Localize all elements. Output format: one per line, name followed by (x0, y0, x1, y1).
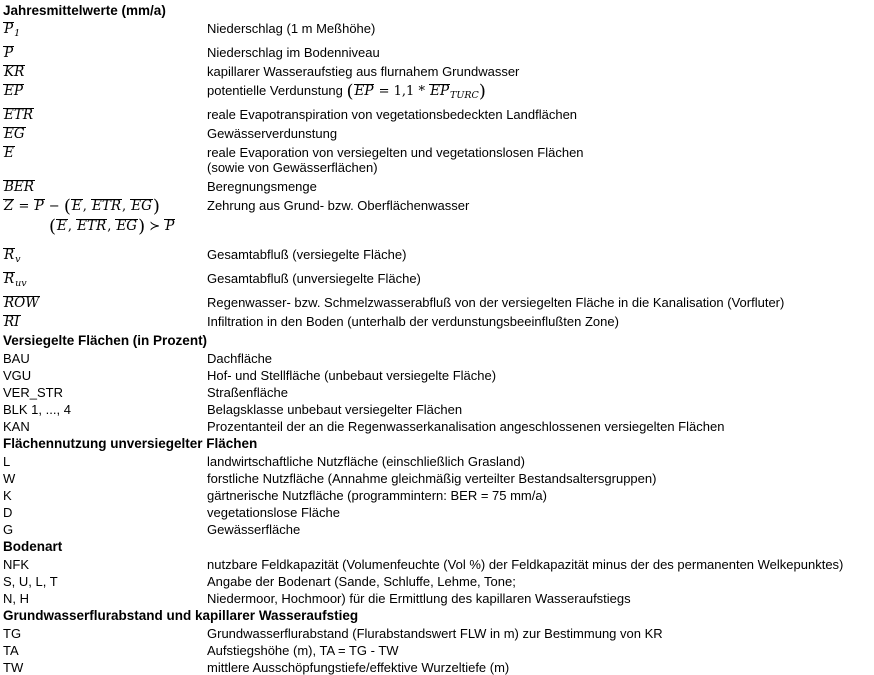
description-line (207, 368, 870, 383)
text-token: kapillarer Wasseraufstieg aus flurnahem Grundwasser (207, 64, 520, 79)
table-row (3, 574, 870, 589)
text-token: Regenwasser- bzw. Schmelzwasserabfluß von der versiegelten Fläche in die Kanalisation (Vorfluter) (207, 295, 785, 310)
table-row (3, 591, 870, 606)
table-row (3, 179, 870, 194)
description-line (207, 471, 870, 486)
text-token: VER_STR (3, 385, 63, 400)
table-row (3, 557, 870, 572)
text-token: Prozentanteil der an die Regenwasserkanalisation angeschlossenen versiegelten Flächen (207, 419, 725, 434)
text-token: forstliche Nutzfläche (Annahme gleichmäßig verteilter Bestandsaltersgruppen) (207, 471, 657, 486)
table-row (3, 471, 870, 486)
section (3, 539, 870, 606)
math-symbol: ETR (77, 218, 107, 234)
table-row (3, 385, 870, 400)
text-token: VGU (3, 368, 32, 383)
description-cell (207, 247, 870, 262)
math-symbol: P (165, 218, 175, 234)
description-cell (207, 295, 870, 310)
math-symbol: Z (4, 198, 14, 214)
table-row (3, 419, 870, 434)
description-line (207, 660, 870, 675)
text-token: 1 (14, 28, 21, 39)
math-symbol: KR (4, 64, 25, 80)
text-token: BAU (3, 351, 30, 366)
symbol-cell (3, 488, 207, 503)
description-line (207, 271, 870, 286)
glossary (3, 3, 870, 675)
description-cell (207, 351, 870, 366)
text-token: TW (3, 660, 24, 675)
text-token: NFK (3, 557, 29, 572)
description-line (207, 179, 870, 194)
text-token: nutzbare Feldkapazität (Volumenfeuchte (Vol %) der Feldkapazität minus der des permanenten Welkepunktes) (207, 557, 844, 572)
text-token: Aufstiegshöhe (m), TA = TG - TW (207, 643, 399, 658)
text-token: ( (49, 216, 57, 237)
description-line (207, 145, 870, 160)
symbol-cell (3, 385, 207, 400)
description-cell (207, 107, 870, 122)
description-line (207, 419, 870, 434)
description-line (207, 83, 870, 103)
symbol-cell (3, 145, 207, 160)
description-line (207, 402, 870, 417)
symbol-cell (3, 471, 207, 486)
text-token: mittlere Ausschöpfungstiefe/effektive Wurzeltiefe (m) (207, 660, 510, 675)
math-symbol: P (4, 21, 14, 37)
symbol-cell (3, 314, 207, 329)
text-token: G (3, 522, 14, 537)
description-line (207, 522, 870, 537)
table-row (3, 626, 870, 641)
text-token: , (122, 199, 131, 214)
description-line (207, 160, 870, 175)
symbol-cell (3, 271, 207, 291)
text-token: vegetationslose Fläche (207, 505, 340, 520)
math-symbol: EG (116, 218, 138, 234)
math-symbol: EP (4, 83, 23, 99)
text-token: KAN (3, 419, 30, 434)
table-row (3, 402, 870, 417)
description-cell (207, 591, 870, 606)
text-token: potentielle Verdunstung (207, 83, 347, 98)
table-row (3, 64, 870, 79)
symbol-cell (3, 643, 207, 658)
description-cell (207, 385, 870, 400)
description-cell (207, 21, 870, 36)
table-row (3, 314, 870, 329)
math-symbol: ETR (91, 198, 122, 214)
symbol-cell (3, 505, 207, 520)
text-token: Zehrung aus Grund- bzw. Oberflächenwasser (207, 198, 470, 213)
math-symbol: ETR (4, 107, 34, 123)
text-token: ) (478, 81, 486, 102)
description-cell (207, 557, 870, 572)
text-token: Belagsklasse unbebaut versiegelter Flächen (207, 402, 463, 417)
table-row (3, 505, 870, 520)
text-token: Gewässerfläche (207, 522, 301, 537)
math-symbol: E (4, 145, 14, 161)
symbol-cell (3, 660, 207, 675)
table-row (3, 522, 870, 537)
symbol-cell (3, 196, 207, 217)
description-line (207, 351, 870, 366)
math-symbol: P (4, 45, 14, 61)
description-cell (207, 505, 870, 520)
math-symbol: E (71, 198, 82, 214)
description-line (207, 643, 870, 658)
text-token: W (3, 471, 16, 486)
text-token: uv (15, 278, 27, 289)
symbol-cell (3, 522, 207, 537)
text-token: , (67, 219, 77, 234)
symbol-cell (3, 126, 207, 141)
description-cell (207, 145, 870, 175)
table-row (3, 145, 870, 175)
description-cell (207, 179, 870, 194)
table-row (3, 643, 870, 658)
text-token: Niedermoor, Hochmoor) für die Ermittlung des kapillaren Wasseraufstiegs (207, 591, 631, 606)
symbol-cell (3, 626, 207, 641)
section-heading: Flächennutzung unversiegelter Flächen (3, 436, 258, 451)
symbol-cell (3, 21, 207, 41)
math-symbol: EP (430, 83, 450, 99)
description-cell (207, 126, 870, 141)
table-row (3, 126, 870, 141)
math-symbol: EP (354, 83, 374, 99)
text-token: gärtnerische Nutzfläche (programmintern: BER = 75 mm/a) (207, 488, 547, 503)
text-token: Niederschlag (1 m Meßhöhe) (207, 21, 376, 36)
description-line (207, 107, 870, 122)
table-row (3, 247, 870, 267)
text-token: ≻ (145, 219, 165, 234)
description-cell (207, 522, 870, 537)
description-cell (207, 314, 870, 329)
table-row (49, 216, 870, 237)
description-cell (207, 626, 870, 641)
text-token: TA (3, 643, 19, 658)
symbol-cell (3, 179, 207, 194)
description-line (207, 314, 870, 329)
description-cell (207, 271, 870, 286)
section-heading: Versiegelte Flächen (in Prozent) (3, 333, 208, 348)
text-token: S, U, L, T (3, 574, 58, 589)
text-token: reale Evapotranspiration von vegetationsbedeckten Landflächen (207, 107, 578, 122)
table-row (3, 45, 870, 60)
description-line (207, 488, 870, 503)
math-symbol: EG (131, 198, 152, 214)
text-token: v (15, 254, 21, 265)
table-row (3, 488, 870, 503)
symbol-cell (3, 83, 207, 98)
table-row (3, 351, 870, 366)
text-token: Gewässerverdunstung (207, 126, 338, 141)
description-cell (207, 83, 870, 103)
symbol-cell (3, 45, 207, 60)
description-line (207, 557, 870, 572)
table-row (3, 295, 870, 310)
math-symbol: ROW (4, 295, 40, 311)
description-line (207, 505, 870, 520)
description-cell (207, 643, 870, 658)
table-row (3, 107, 870, 122)
description-cell (207, 419, 870, 434)
symbol-cell (3, 454, 207, 469)
text-token: Hof- und Stellfläche (unbebaut versiegelte Fläche) (207, 368, 497, 383)
symbol-cell (3, 107, 207, 122)
description-line (207, 126, 870, 141)
text-token: Dachfläche (207, 351, 273, 366)
section (3, 333, 870, 434)
text-token: L (3, 454, 11, 469)
description-line (207, 21, 870, 36)
table-row (3, 660, 870, 675)
text-token: , (82, 199, 91, 214)
text-token: Gesamtabfluß (versiegelte Fläche) (207, 247, 407, 262)
text-token: Gesamtabfluß (unversiegelte Fläche) (207, 271, 421, 286)
math-symbol: EG (4, 126, 25, 142)
table-row (3, 368, 870, 383)
description-cell (207, 45, 870, 60)
text-token: = 1,1 * (374, 84, 430, 99)
description-cell (207, 198, 870, 213)
description-cell (207, 368, 870, 383)
text-token: Niederschlag im Bodenniveau (207, 45, 380, 60)
description-cell (207, 64, 870, 79)
table-row (3, 21, 870, 41)
description-cell (207, 471, 870, 486)
table-row (3, 196, 870, 217)
text-token: ( (346, 81, 354, 102)
symbol-cell (49, 216, 175, 237)
description-cell (207, 574, 870, 589)
table-row (3, 271, 870, 291)
text-token: (sowie von Gewässerflächen) (207, 160, 378, 175)
symbol-cell (3, 574, 207, 589)
text-token: K (3, 488, 12, 503)
text-token: Straßenfläche (207, 385, 288, 400)
text-token: Grundwasserflurabstand (Flurabstandswert FLW in m) zur Bestimmung von KR (207, 626, 663, 641)
text-token: Beregnungsmenge (207, 179, 317, 194)
description-line (207, 454, 870, 469)
math-symbol: R (4, 247, 15, 263)
text-token: , (107, 219, 116, 234)
symbol-cell (3, 64, 207, 79)
description-cell (207, 454, 870, 469)
symbol-cell (3, 402, 207, 417)
symbol-cell (3, 419, 207, 434)
text-token: BLK 1, ..., 4 (3, 402, 71, 417)
text-token: landwirtschaftliche Nutzfläche (einschließlich Grasland) (207, 454, 525, 469)
description-line (207, 45, 870, 60)
description-cell (207, 488, 870, 503)
section (3, 3, 870, 329)
text-token: TG (3, 626, 22, 641)
symbol-cell (3, 247, 207, 267)
text-token: Infiltration in den Boden (unterhalb der verdunstungsbeeinflußten Zone) (207, 314, 619, 329)
description-line (207, 574, 870, 589)
math-symbol: RI (4, 314, 20, 330)
table-row (3, 83, 870, 103)
description-line (207, 247, 870, 262)
section-heading: Grundwasserflurabstand und kapillarer Wasseraufstieg (3, 608, 359, 623)
section (3, 436, 870, 537)
symbol-cell (3, 368, 207, 383)
description-line (207, 385, 870, 400)
symbol-cell (3, 351, 207, 366)
text-token: − (44, 199, 64, 214)
text-token: ( (63, 196, 71, 217)
math-symbol: P (34, 198, 44, 214)
description-line (207, 591, 870, 606)
text-token: = (14, 199, 34, 214)
description-cell (207, 660, 870, 675)
text-token: ) (138, 216, 146, 237)
symbol-cell (3, 295, 207, 310)
math-symbol: E (57, 218, 67, 234)
description-line (207, 295, 870, 310)
description-cell (207, 402, 870, 417)
text-token: TURC (450, 90, 479, 101)
table-row (3, 454, 870, 469)
text-token: D (3, 505, 13, 520)
text-token: N, H (3, 591, 29, 606)
section (3, 608, 870, 675)
section-heading: Bodenart (3, 539, 63, 554)
description-line (207, 64, 870, 79)
section-heading: Jahresmittelwerte (mm/a) (3, 3, 166, 18)
description-line (207, 626, 870, 641)
symbol-cell (3, 557, 207, 572)
text-token: ) (152, 196, 160, 217)
text-token: reale Evaporation von versiegelten und vegetationslosen Flächen (207, 145, 584, 160)
math-symbol: BER (4, 179, 34, 195)
description-line (207, 198, 870, 213)
text-token: Angabe der Bodenart (Sande, Schluffe, Lehme, Tone; (207, 574, 516, 589)
math-symbol: R (4, 271, 15, 287)
symbol-cell (3, 591, 207, 606)
